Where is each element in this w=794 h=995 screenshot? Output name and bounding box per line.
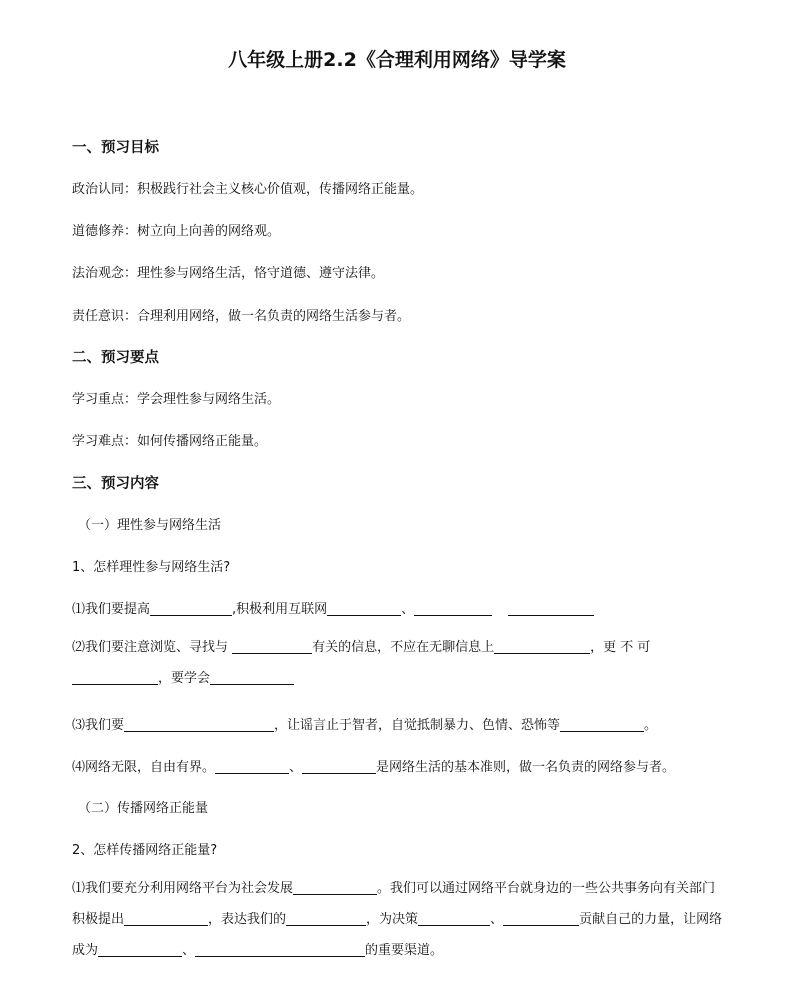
key-point: 学习重点：学会理性参与网络生活。	[72, 392, 281, 407]
answer-blank[interactable]	[293, 880, 377, 895]
answer-blank[interactable]	[232, 639, 312, 654]
q2-1-text-d: ，为决策	[366, 912, 419, 927]
q2-1-text-b: 。我们可以通过网络平台就身边的一些公共事务向有关部门积极提出	[72, 881, 716, 927]
answer-blank[interactable]	[72, 670, 158, 685]
part-1-heading: （一）理性参与网络生活	[78, 518, 222, 533]
q1-2-text-c: ，更 不 可	[590, 640, 651, 655]
q2-1-text-c: ，表达我们的	[208, 912, 287, 927]
q1-1-text-b: ,积极利用互联网	[232, 602, 328, 617]
question-1-4	[72, 756, 675, 775]
answer-blank[interactable]	[210, 670, 294, 685]
q1-1-text-a: ⑴我们要提高	[72, 602, 151, 617]
objective-responsibility: 责任意识：合理利用网络，做一名负责的网络生活参与者。	[72, 309, 411, 324]
answer-blank[interactable]	[98, 942, 182, 957]
q2-1-text-a: ⑴我们要充分利用网络平台为社会发展	[72, 881, 294, 896]
q1-4-text-c: 是网络生活的基本准则，做一名负责的网络参与者。	[376, 760, 676, 775]
answer-blank[interactable]	[124, 911, 208, 926]
difficult-point: 学习难点：如何传播网络正能量。	[72, 434, 268, 449]
q1-2-text-d: ，要学会	[158, 671, 211, 686]
page-title: 八年级上册2.2《合理利用网络》导学案	[228, 49, 566, 71]
q1-4-text-b: 、	[289, 760, 303, 775]
objective-political: 政治认同：积极践行社会主义核心价值观，传播网络正能量。	[72, 182, 424, 197]
answer-blank[interactable]	[195, 942, 365, 957]
answer-blank[interactable]	[418, 911, 490, 926]
q2-1-text-h: 的重要渠道。	[365, 943, 444, 958]
answer-blank[interactable]	[494, 639, 590, 654]
section-heading-objectives: 一、预习目标	[72, 140, 159, 156]
q1-2-text-b: 有关的信息，不应在无聊信息上	[312, 640, 495, 655]
answer-blank[interactable]	[150, 601, 232, 616]
question-2-1	[72, 873, 724, 966]
q1-1-text-c: 、	[401, 602, 415, 617]
q1-3-text-c: 。	[644, 718, 658, 733]
answer-blank[interactable]	[215, 759, 289, 774]
section-heading-content: 三、预习内容	[72, 476, 159, 492]
part-2-heading: （二）传播网络正能量	[78, 801, 209, 816]
q2-1-text-g: 、	[182, 943, 196, 958]
answer-blank[interactable]	[124, 717, 274, 732]
answer-blank[interactable]	[327, 601, 401, 616]
question-1: 1、怎样理性参与网络生活?	[72, 560, 231, 575]
answer-blank[interactable]	[302, 759, 376, 774]
answer-blank[interactable]	[286, 911, 366, 926]
answer-blank[interactable]	[508, 601, 594, 616]
answer-blank[interactable]	[560, 717, 644, 732]
question-2: 2、怎样传播网络正能量?	[72, 843, 218, 858]
answer-blank[interactable]	[414, 601, 492, 616]
question-1-3	[72, 714, 657, 733]
q1-3-text-a: ⑶我们要	[72, 718, 125, 733]
q1-3-text-b: ，让谣言止于智者，自觉抵制暴力、色情、恐怖等	[274, 718, 561, 733]
section-heading-key-points: 二、预习要点	[72, 350, 159, 366]
q1-2-text-a: ⑵我们要注意浏览、寻找与	[72, 640, 229, 655]
question-1-1	[72, 598, 594, 617]
answer-blank[interactable]	[503, 911, 579, 926]
objective-moral: 道德修养：树立向上向善的网络观。	[72, 224, 281, 239]
objective-law: 法治观念：理性参与网络生活，恪守道德、遵守法律。	[72, 266, 385, 281]
q1-4-text-a: ⑷网络无限，自由有界。	[72, 760, 216, 775]
question-1-2	[72, 632, 724, 694]
q2-1-text-e: 、	[490, 912, 504, 927]
q2-1-text-f: 贡献自己的力量，让网络成为	[72, 912, 723, 958]
